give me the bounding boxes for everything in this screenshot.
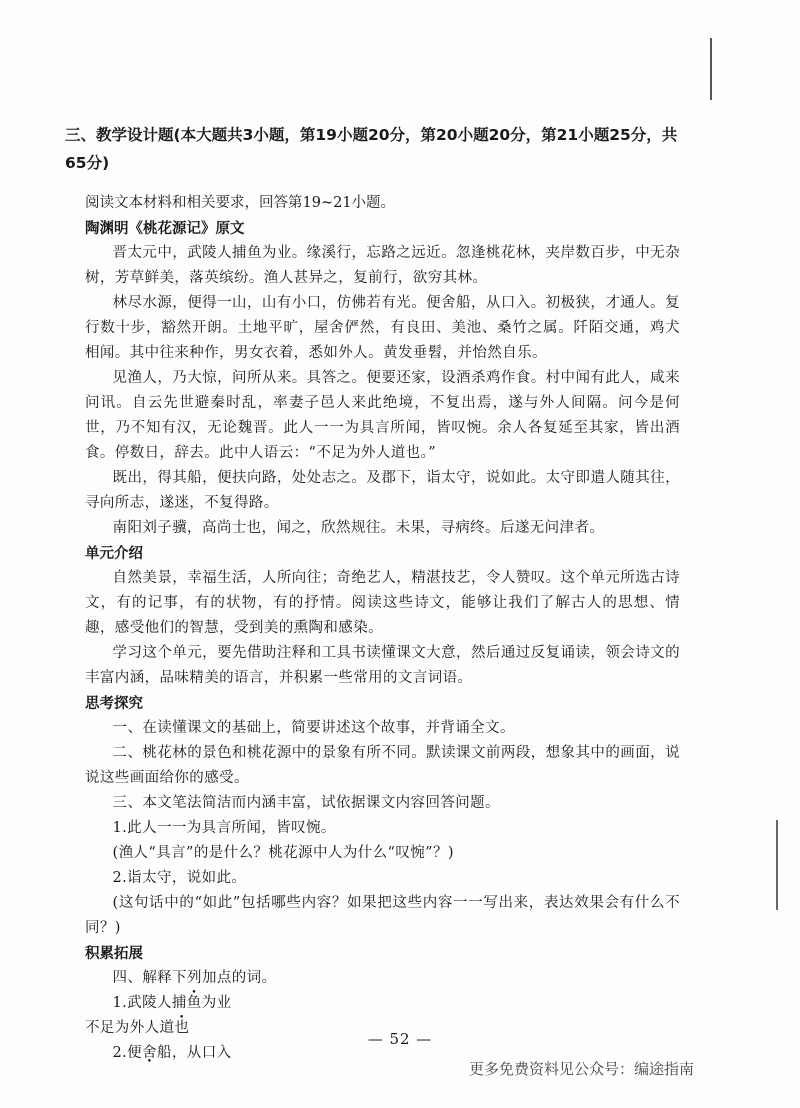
page-number: — 52 — — [367, 1030, 433, 1048]
question-1: 一、在读懂课文的基础上，简要讲述这个故事，并背诵全文。 — [112, 720, 515, 736]
unit-paragraph: 自然美景，幸福生活，人所向往；奇绝艺人，精湛技艺，令人赞叹。这个单元所选古诗文，有的记事，有的状物，有的抒情。阅读这些诗文，能够让我们了解古人的思想、情趣，感受他们的智慧，受到美的熏陶和感染。 — [85, 570, 680, 636]
dotted-word: 舍 — [142, 1045, 157, 1061]
margin-mark — [776, 820, 778, 910]
margin-mark — [710, 38, 712, 100]
item-text: 为业 — [201, 995, 232, 1011]
text-heading: 陶渊明《桃花源记》原文 — [85, 221, 245, 237]
item-text: 1.武陵人捕 — [112, 995, 187, 1011]
item-text: 2.便 — [112, 1045, 143, 1061]
unit-paragraph: 学习这个单元，要先借助注释和工具书读懂课文大意，然后通过反复诵读，领会诗文的丰富内涵，品味精美的语言，并积累一些常用的文言词语。 — [85, 645, 680, 686]
item-text: 不足为外人道 — [85, 1020, 175, 1036]
text-paragraph: 南阳刘子骥，高尚士也，闻之，欣然规往。未果，寻病终。后遂无问津者。 — [112, 520, 605, 536]
item-text: 船，从口入 — [157, 1045, 232, 1061]
text-paragraph: 林尽水源，便得一山，山有小口，仿佛若有光。便舍船，从口入。初极狭，才通人。复行数十步，豁然开朗。土地平旷，屋舍俨然，有良田、美池、桑竹之属。阡陌交通，鸡犬相闻。其中往来种作，男女衣着，悉如外人。黄发垂髫，并怡然自乐。 — [85, 295, 680, 361]
question-2: 二、桃花林的景色和桃花源中的景象有所不同。默读课文前两段，想象其中的画面，说说这些画面给你的感受。 — [85, 745, 680, 786]
intro-text: 阅读文本材料和相关要求，回答第19~21小题。 — [85, 195, 396, 211]
dotted-word: 鱼 — [186, 995, 202, 1011]
page-content — [65, 121, 680, 1066]
text-paragraph: 晋太元中，武陵人捕鱼为业。缘溪行，忘路之远近。忽逢桃花林，夹岸数百步，中无杂树，芳草鲜美，落英缤纷。渔人甚异之，复前行，欲穷其林。 — [85, 245, 680, 286]
text-paragraph: 既出，得其船，便扶向路，处处志之。及郡下，诣太守，说如此。太守即遣人随其往，寻向所志，遂迷，不复得路。 — [85, 470, 680, 511]
section-title: 三、教学设计题(本大题共3小题，第19小题20分，第20小题20分，第21小题25分，共65分) — [65, 126, 678, 172]
extend-item-1 — [85, 991, 680, 1016]
question-4: 四、解释下列加点的词。 — [112, 970, 277, 986]
question-3-2: 2.诣太守，说如此。 — [112, 870, 247, 886]
unit-heading: 单元介绍 — [85, 546, 143, 562]
extend-heading: 积累拓展 — [85, 946, 143, 962]
footer-note: 更多免费资料见公众号：编途指南 — [468, 1060, 694, 1078]
think-heading: 思考探究 — [85, 696, 143, 712]
question-3-1-note: (渔人“具言”的是什么？桃花源中人为什么“叹惋”？) — [112, 845, 454, 861]
question-3-1: 1.此人一一为具言所闻，皆叹惋。 — [112, 820, 336, 836]
dotted-word: 也 — [174, 1020, 190, 1036]
question-3-2-note: (这句话中的“如此”包括哪些内容？如果把这些内容一一写出来，表达效果会有什么不同？) — [85, 895, 680, 936]
text-paragraph: 见渔人，乃大惊，问所从来。具答之。便要还家，设酒杀鸡作食。村中闻有此人，咸来问讯。自云先世避秦时乱，率妻子邑人来此绝境，不复出焉，遂与外人间隔。问今是何世，乃不知有汉，无论魏晋。此人一一为具言所闻，皆叹惋。余人各复延至其家，皆出酒食。停数日，辞去。此中人语云：“不足为外人道也。” — [85, 370, 680, 461]
question-3: 三、本文笔法简洁而内涵丰富，试依据课文内容回答问题。 — [112, 795, 500, 811]
